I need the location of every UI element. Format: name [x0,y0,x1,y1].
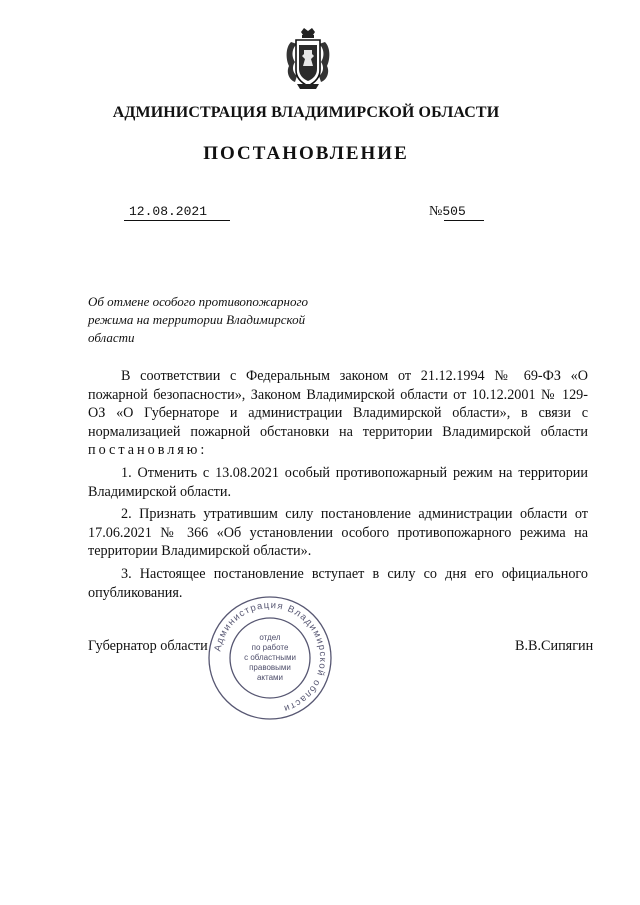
item-2: 2. Признать утратившим силу постановление администрации области от 17.06.2021 № 366 «Об установлении особого противопожарного режима на территории Владимирской области». [88,506,588,560]
item-1: 1. Отменить с 13.08.2021 особый противопожарный режим на территории Владимирской области. [88,464,588,500]
date-underline [124,220,230,221]
number-prefix: № [429,204,443,219]
document-type-title: ПОСТАНОВЛЕНИЕ [203,143,409,164]
signatory-name: В.В.Сипягин [515,638,594,654]
subject-line-1: Об отмене особого противопожарного [88,294,309,309]
document-date: 12.08.2021 [129,204,208,219]
item-3: 3. Настоящее постановление вступает в силу со дня его официального опубликования. [88,565,588,601]
preamble-text: В соответствии с Федеральным законом от 21.12.1994 № 69-ФЗ «О пожарной безопасности», Законом Владимирской области от 10.12.2001 № 129-ОЗ «О Губернаторе и администрации Владимирской области», в связи с нормализацией пожарной обстановки на территории Владимирской области [88,368,588,440]
preamble-paragraph [88,367,588,460]
subject-line-2: режима на территории Владимирской [88,312,306,327]
document-number [429,204,466,220]
svg-text:актами: актами [256,673,284,682]
svg-text:по работе: по работе [251,643,289,652]
number-underline [444,220,484,221]
coat-of-arms-icon [283,26,333,92]
organization-name: АДМИНИСТРАЦИЯ ВЛАДИМИРСКОЙ ОБЛАСТИ [112,104,500,121]
number-value: 505 [442,204,466,219]
document-subject [88,293,338,347]
decree-word: постановляю: [88,442,208,459]
svg-text:с областными: с областными [244,653,296,662]
signatory-position: Губернатор области [88,638,208,654]
document-body [88,367,588,602]
svg-text:Администрация Владимирской обл: Администрация Владимирской области [212,599,329,715]
svg-text:правовыми: правовыми [249,663,291,672]
svg-text:отдел: отдел [259,633,281,642]
official-stamp [206,594,334,722]
subject-line-3: области [88,330,135,345]
